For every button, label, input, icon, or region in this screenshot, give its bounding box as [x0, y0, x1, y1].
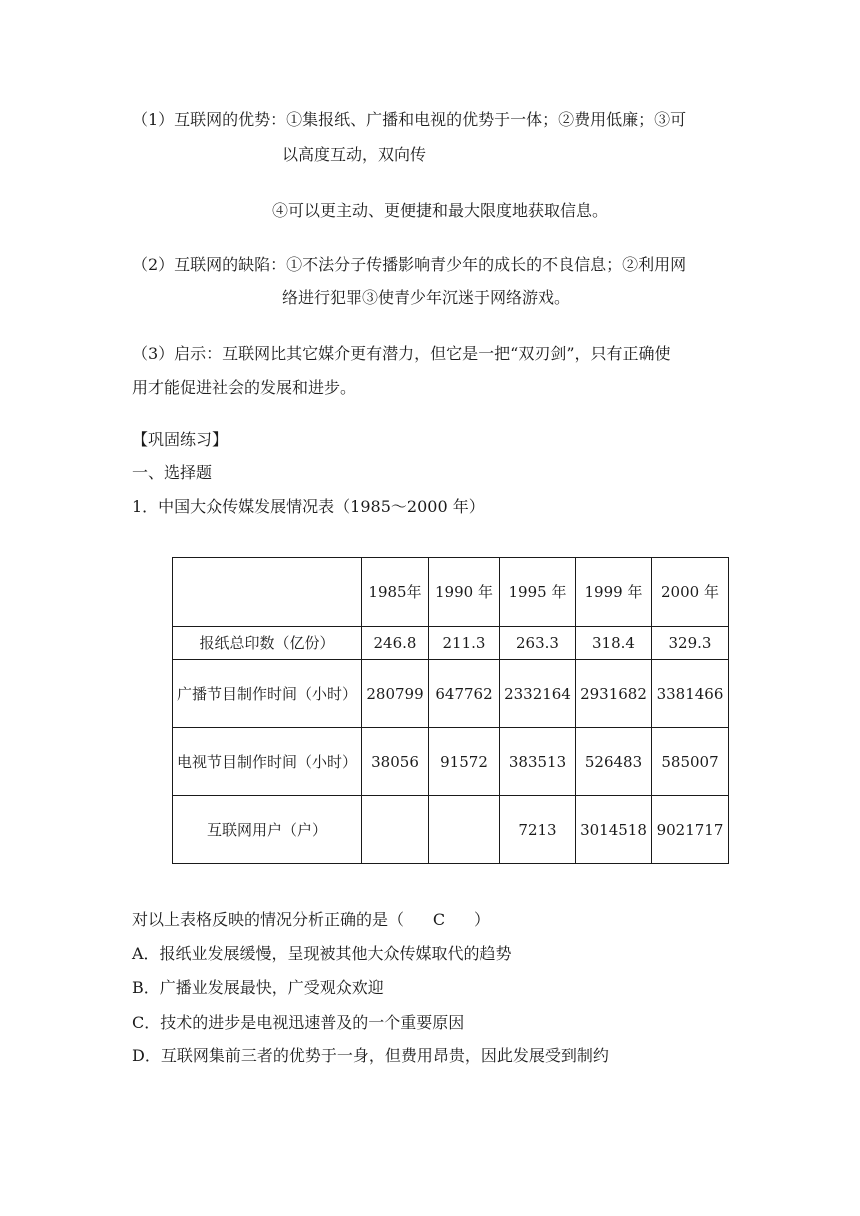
table-header-row — [173, 558, 729, 627]
table-cell — [429, 796, 500, 864]
table-header-cell — [173, 558, 362, 627]
exercise-subheading: 一、选择题 — [132, 463, 213, 482]
answer-value: C — [432, 910, 446, 929]
table-cell: 585007 — [652, 728, 729, 796]
advantages-line-3: ④可以更主动、更便捷和最大限度地获取信息。 — [272, 201, 609, 220]
table-cell: 38056 — [362, 728, 429, 796]
exercise-heading: 【巩固练习】 — [132, 430, 229, 449]
table-header-cell: 2000 年 — [652, 558, 729, 627]
table-header-cell: 1995 年 — [500, 558, 576, 627]
option-a: A．报纸业发展缓慢，呈现被其他大众传媒取代的趋势 — [132, 944, 512, 963]
media-development-table — [172, 557, 729, 864]
table-cell: 2931682 — [576, 660, 652, 728]
table-row — [173, 796, 729, 864]
table-cell: 280799 — [362, 660, 429, 728]
table-cell: 647762 — [429, 660, 500, 728]
table-row-label: 电视节目制作时间（小时） — [173, 728, 362, 796]
table-cell: 211.3 — [429, 627, 500, 660]
question-prompt — [132, 910, 490, 930]
table-cell: 9021717 — [652, 796, 729, 864]
table-cell: 383513 — [500, 728, 576, 796]
option-c: C．技术的进步是电视迅速普及的一个重要原因 — [132, 1013, 465, 1032]
table-row-label: 报纸总印数（亿份） — [173, 627, 362, 660]
insight-line-1: （3）启示：互联网比其它媒介更有潜力，但它是一把“双刃剑”，只有正确使 — [132, 344, 671, 363]
advantages-line-2: 以高度互动，双向传 — [282, 145, 427, 164]
table-cell: 526483 — [576, 728, 652, 796]
table-cell: 3014518 — [576, 796, 652, 864]
table-header-cell: 1990 年 — [429, 558, 500, 627]
table-cell: 3381466 — [652, 660, 729, 728]
question-title: 1．中国大众传媒发展情况表（1985～2000 年） — [132, 497, 485, 516]
table-cell: 2332164 — [500, 660, 576, 728]
table-cell: 91572 — [429, 728, 500, 796]
table-row — [173, 660, 729, 728]
table-cell: 7213 — [500, 796, 576, 864]
question-prompt-text: 对以上表格反映的情况分析正确的是（ — [132, 910, 405, 929]
table-header-cell: 1999 年 — [576, 558, 652, 627]
table-cell: 329.3 — [652, 627, 729, 660]
option-d: D．互联网集前三者的优势于一身，但费用昂贵，因此发展受到制约 — [132, 1046, 609, 1065]
question-close-paren: ） — [474, 910, 491, 929]
table-cell: 318.4 — [576, 627, 652, 660]
table-cell — [362, 796, 429, 864]
table-row-label: 广播节目制作时间（小时） — [173, 660, 362, 728]
table-row — [173, 728, 729, 796]
defects-line-2: 络进行犯罪③使青少年沉迷于网络游戏。 — [282, 288, 571, 307]
table-row — [173, 627, 729, 660]
option-b: B．广播业发展最快，广受观众欢迎 — [132, 978, 384, 997]
insight-line-2: 用才能促进社会的发展和进步。 — [132, 378, 357, 397]
advantages-line-1: （1）互联网的优势：①集报纸、广播和电视的优势于一体；②费用低廉；③可 — [132, 110, 687, 129]
table-cell: 246.8 — [362, 627, 429, 660]
table-row-label: 互联网用户（户） — [173, 796, 362, 864]
table-cell: 263.3 — [500, 627, 576, 660]
table-header-cell: 1985年 — [362, 558, 429, 627]
defects-line-1: （2）互联网的缺陷：①不法分子传播影响青少年的成长的不良信息；②利用网 — [132, 255, 687, 274]
